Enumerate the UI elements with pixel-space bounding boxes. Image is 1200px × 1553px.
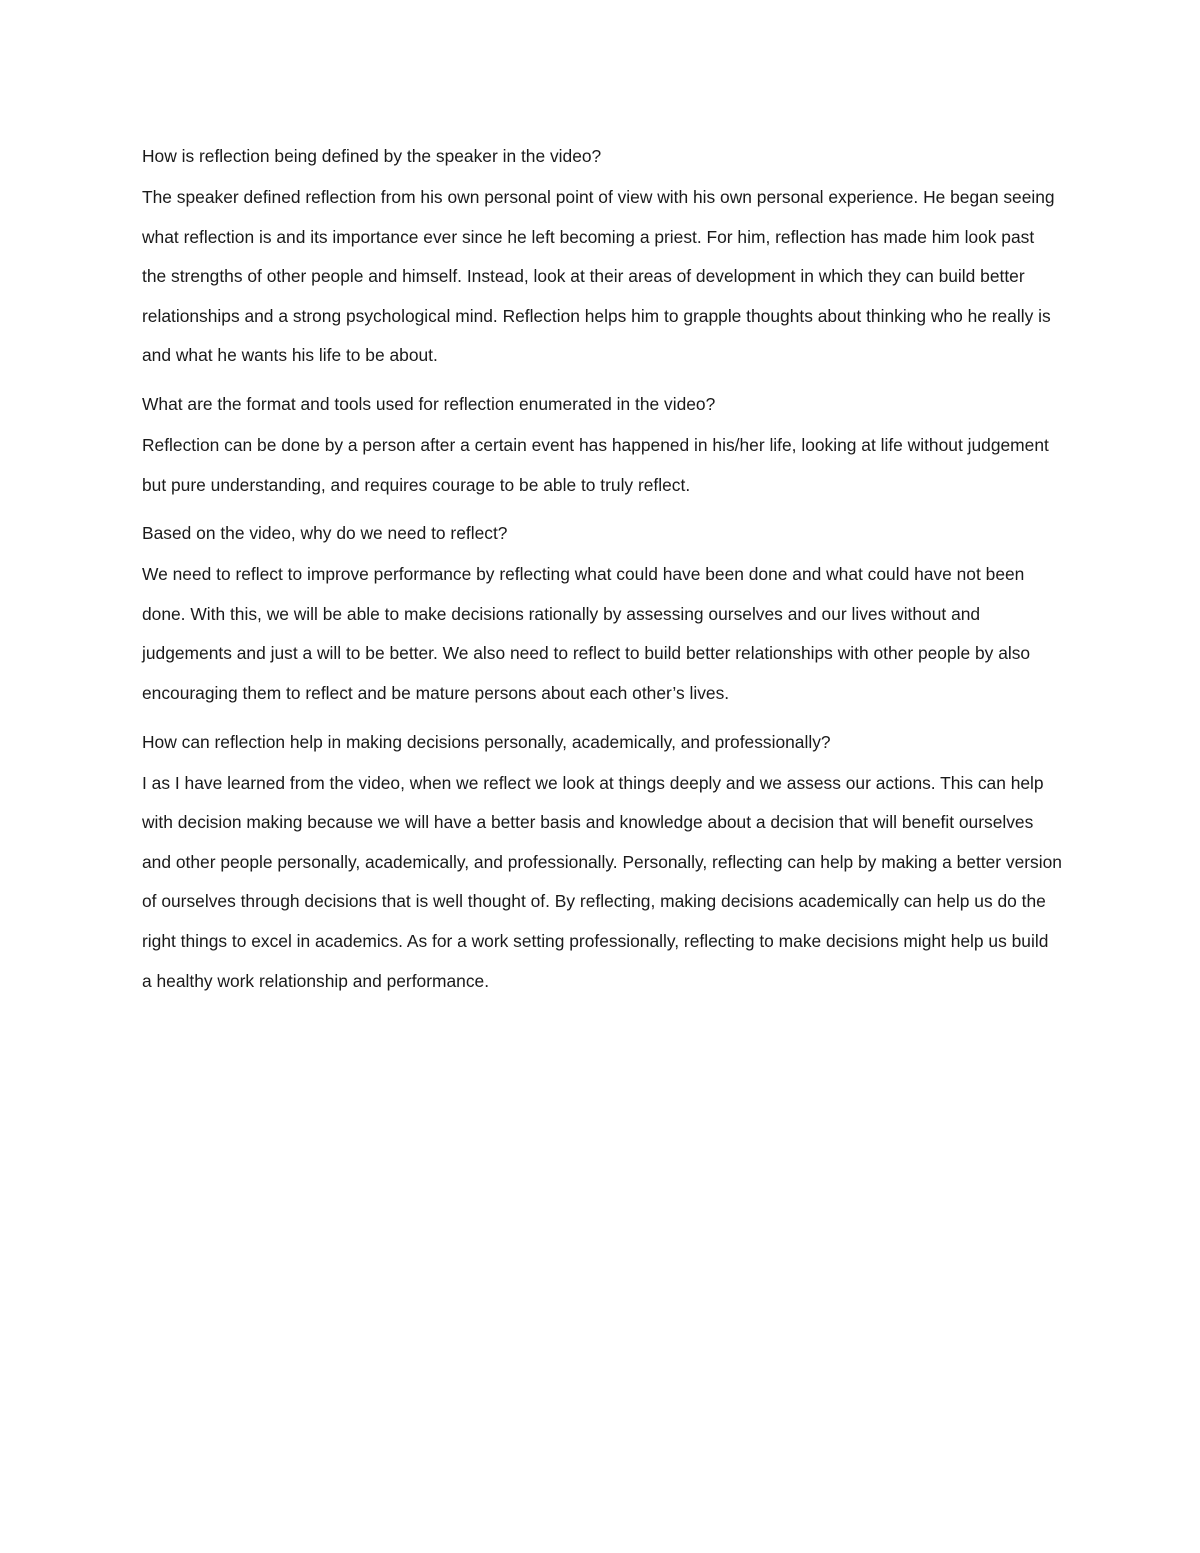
answer-3: We need to reflect to improve performance by reflecting what could have been done and what could have not been done. With this, we will be able to make decisions rationally by assessing ourselves and our lives without and judgements and just a will to be better. We also need to reflect to build better relationships with other people by also encouraging them to reflect and be mature persons about each other’s lives. <box>142 564 1031 703</box>
answer-2: Reflection can be done by a person after a certain event has happened in his/her life, looking at life without judgement but pure understanding, and requires courage to be able to truly reflect. <box>142 434 1049 495</box>
question-3: Based on the video, why do we need to reflect? <box>142 523 508 544</box>
answer-1: The speaker defined reflection from his own personal point of view with his own personal experience. He began seeing what reflection is and its importance ever since he left becoming a priest. For him, reflection has made him look past the strengths of other people and himself. Instead, look at their areas of development in which they can build better relationships and a strong psychological mind. Reflection helps him to grapple thoughts about thinking who he really is and what he wants his life to be about. <box>142 187 1055 366</box>
question-2: What are the format and tools used for reflection enumerated in the video? <box>142 393 716 414</box>
question-1: How is reflection being defined by the speaker in the video? <box>142 146 602 166</box>
answer-4: I as I have learned from the video, when we reflect we look at things deeply and we assess our actions. This can help with decision making because we will have a better basis and knowledge about a decision that will benefit ourselves and other people personally, academically, and professionally. Personally, reflecting can help by making a better version of ourselves through decisions that is well thought of. By reflecting, making decisions academically can help us do the right things to excel in academics. As for a work setting professionally, reflecting to make decisions might help us build a healthy work relationship and performance. <box>142 772 1062 991</box>
question-4: How can reflection help in making decisions personally, academically, and professionally? <box>142 731 831 752</box>
document-body <box>142 142 1062 1015</box>
